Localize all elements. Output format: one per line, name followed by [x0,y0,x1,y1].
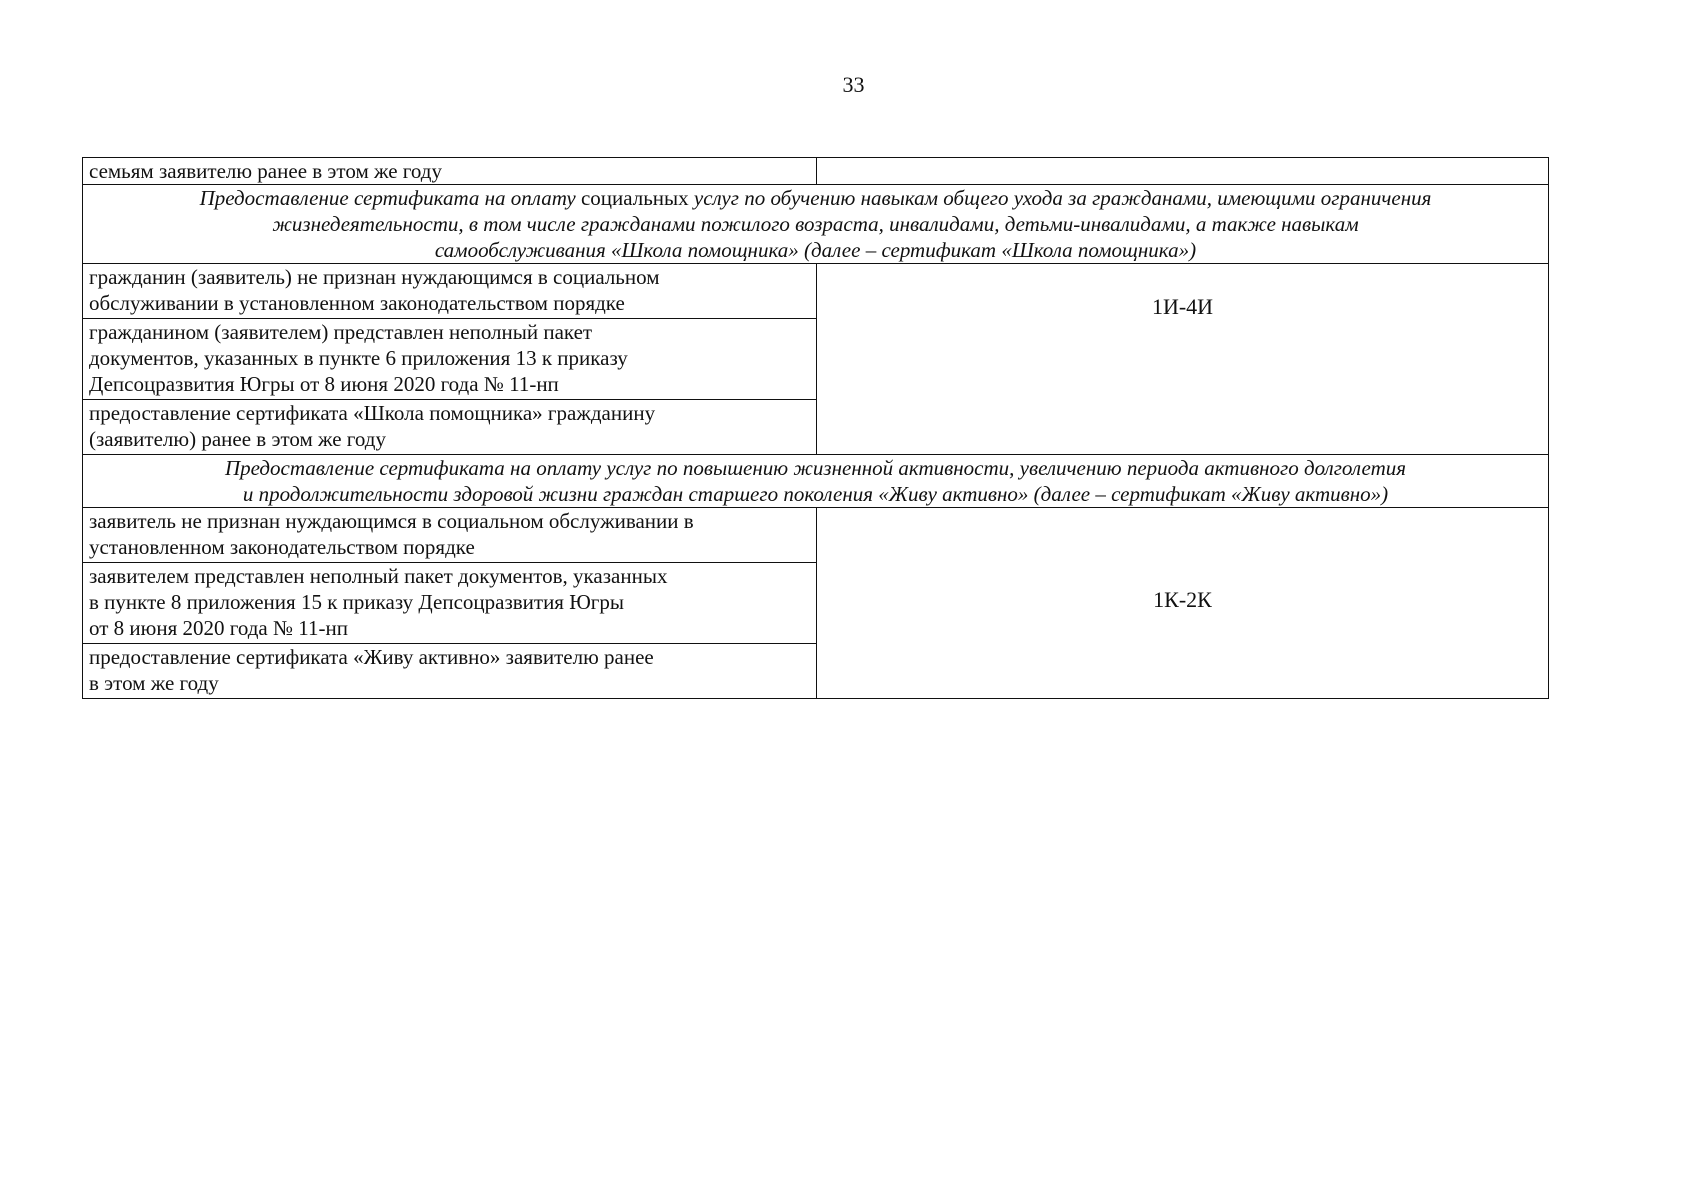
refusal-ground-line: в пункте 8 приложения 15 к приказу Депсоцразвития Югры [89,590,625,614]
section-header-line [89,185,1542,211]
page-number: 33 [842,72,865,97]
refusal-ground-cell [83,400,817,455]
refusal-ground-cell [83,508,817,563]
section-header-line: самообслуживания «Школа помощника» (далее – сертификат «Школа помощника») [434,238,1197,262]
refusal-ground-line: (заявителю) ранее в этом же году [89,427,386,451]
section-header-fragment: услуг по обучению навыкам общего ухода за гражданами, имеющими ограничения [688,186,1432,210]
section-header-row [83,455,1549,508]
table-row [83,264,1549,319]
refusal-ground-cell [83,644,817,699]
refusal-ground-text: семьям заявителю ранее в этом же году [89,159,442,183]
refusal-ground-line: установленном законодательством порядке [89,535,475,559]
refusal-ground-line: обслуживании в установленном законодательством порядке [89,291,625,315]
refusal-ground-line: гражданин (заявитель) не признан нуждающимся в социальном [89,265,660,289]
refusal-ground-line: гражданином (заявителем) представлен неполный пакет [89,320,593,344]
section-header-fragment: социальных [580,186,689,210]
refusal-ground-cell [83,319,817,400]
section-header-fragment: Предоставление сертификата на оплату [199,186,581,210]
section-header-live-active [83,455,1549,508]
refusal-ground-line: предоставление сертификата «Школа помощника» гражданину [89,401,656,425]
refusal-ground-cell [83,563,817,644]
refusal-ground-cell [83,264,817,319]
refusal-ground-line: от 8 июня 2020 года № 11-нп [89,616,348,640]
code-cell-empty [817,158,1549,185]
refusal-code: 1И-4И [1151,294,1214,319]
refusal-code-cell [817,508,1549,699]
refusal-ground-line: заявитель не признан нуждающимся в социальном обслуживании в [89,509,694,533]
refusal-ground-line: документов, указанных в пункте 6 приложения 13 к приказу [89,346,628,370]
refusal-code: 1К-2К [1153,587,1212,612]
section-header-row [83,185,1549,264]
section-header-line: и продолжительности здоровой жизни граждан старшего поколения «Живу активно» (далее – сертификат «Живу активно») [242,482,1389,506]
refusal-code-cell [817,264,1549,455]
table-row [83,158,1549,185]
section-header-line: Предоставление сертификата на оплату услуг по повышению жизненной активности, увеличению периода активного долголетия [224,456,1407,480]
grounds-table [82,157,1549,699]
section-header-school-helper [83,185,1549,264]
refusal-ground-cell [83,158,817,185]
table-row [83,508,1549,563]
refusal-ground-line: предоставление сертификата «Живу активно» заявителю ранее [89,645,654,669]
refusal-ground-line: Депсоцразвития Югры от 8 июня 2020 года № 11-нп [89,372,559,396]
refusal-ground-line: заявителем представлен неполный пакет документов, указанных [89,564,668,588]
section-header-line: жизнедеятельности, в том числе гражданами пожилого возраста, инвалидами, детьми-инвалидами, а также навыкам [272,212,1359,236]
refusal-ground-line: в этом же году [89,671,219,695]
